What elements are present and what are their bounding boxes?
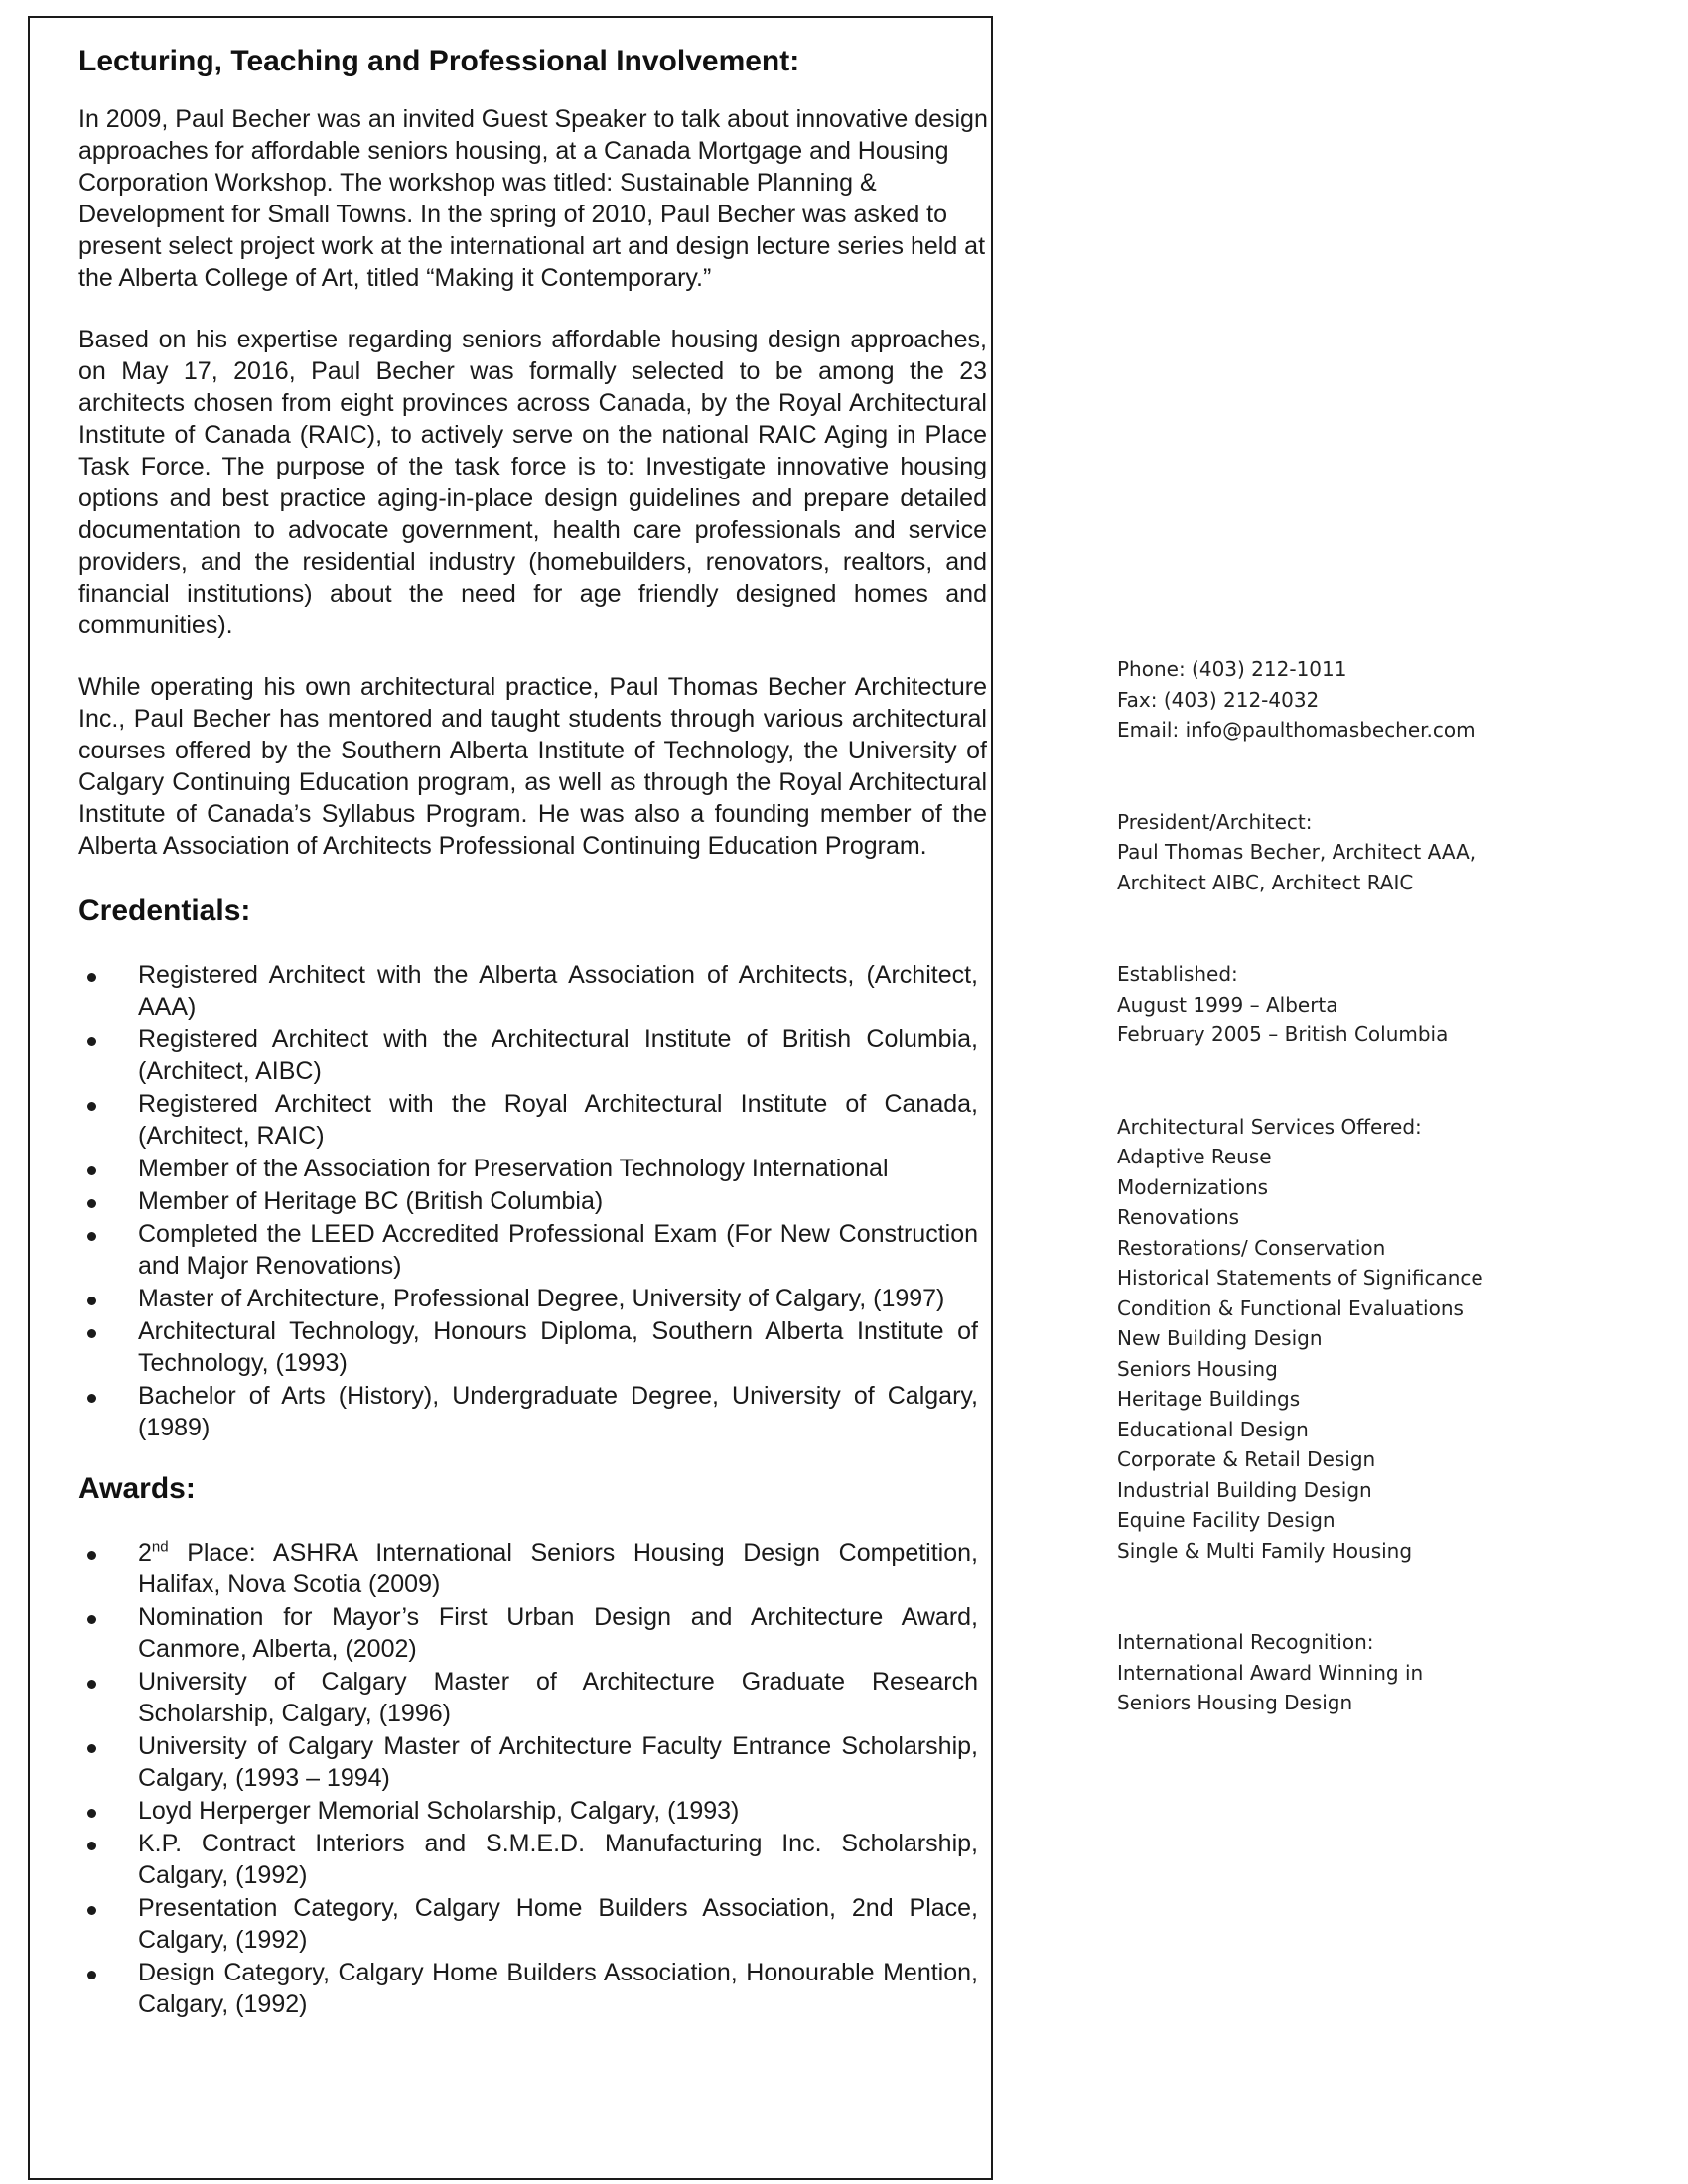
service-item: Industrial Building Design [1117, 1477, 1372, 1502]
lecturing-paragraph-3: While operating his own architectural practice, Paul Thomas Becher Architecture Inc., Paul Becher has mentored and taught students through various architectural courses offered by the Southern Alberta Institute of Technology, the University of Calgary Continuing Education program, as well as through the Royal Architectural Institute of Canada’s Syllabus Program. He was also a founding member of the Alberta Association of Architects Professional Continuing Education Program. [78, 673, 987, 860]
award-item [78, 1828, 978, 1891]
credential-text: Registered Architect with the Architectural Institute of British Columbia, (Architect, AIBC) [138, 1025, 978, 1085]
award-item [78, 1666, 978, 1729]
service-item: Historical Statements of Significance [1117, 1266, 1483, 1290]
credential-item [78, 1088, 978, 1152]
bullet-icon [87, 1971, 96, 1979]
recognition-info [1117, 1627, 1673, 1718]
award-item [78, 1795, 978, 1827]
service-item: Restorations/ Conservation [1117, 1235, 1386, 1260]
bullet-icon [87, 1615, 96, 1624]
credential-text: Member of the Association for Preservation Technology International [138, 1155, 889, 1182]
award-text: Nomination for Mayor’s First Urban Design and Architecture Award, Canmore, Alberta, (2002) [138, 1603, 978, 1663]
lecturing-heading: Lecturing, Teaching and Professional Involvement: [78, 45, 800, 77]
recognition-label: International Recognition: [1117, 1630, 1374, 1654]
award-item [78, 1892, 978, 1956]
awards-heading: Awards: [78, 1472, 196, 1505]
contact-info [1117, 654, 1673, 746]
fax-text: Fax: (403) 212-4032 [1117, 687, 1320, 712]
bullet-icon [87, 1102, 96, 1111]
credential-item [78, 1218, 978, 1282]
services-label: Architectural Services Offered: [1117, 1114, 1422, 1139]
main-content [78, 42, 988, 2021]
award-ordinal-suffix: nd [151, 1538, 169, 1556]
bullet-icon [87, 1297, 96, 1305]
services-info [1117, 1112, 1673, 1567]
sidebar [1117, 654, 1673, 1780]
credential-text: Completed the LEED Accredited Professional Exam (For New Construction and Major Renovations) [138, 1220, 978, 1280]
established-info [1117, 959, 1673, 1050]
bullet-icon [87, 973, 96, 982]
service-item: Adaptive Reuse [1117, 1145, 1272, 1168]
award-text: University of Calgary Master of Architecture Graduate Research Scholarship, Calgary, (1996) [138, 1668, 978, 1727]
credential-item [78, 1153, 978, 1184]
president-info [1117, 807, 1673, 898]
recognition-line-1: International Award Winning in [1117, 1660, 1424, 1685]
credential-text: Bachelor of Arts (History), Undergraduate Degree, University of Calgary, (1989) [138, 1382, 978, 1441]
bullet-icon [87, 1329, 96, 1338]
credential-text: Registered Architect with the Royal Architectural Institute of Canada, (Architect, RAIC) [138, 1090, 978, 1150]
bullet-icon [87, 1906, 96, 1915]
established-line-1: August 1999 – Alberta [1117, 992, 1338, 1017]
award-item [78, 1601, 978, 1665]
bullet-icon [87, 1199, 96, 1208]
service-item: Seniors Housing [1117, 1356, 1278, 1381]
service-item: Modernizations [1117, 1174, 1269, 1199]
service-item: Equine Facility Design [1117, 1508, 1336, 1532]
established-line-2: February 2005 – British Columbia [1117, 1023, 1449, 1046]
service-item: Single & Multi Family Housing [1117, 1538, 1413, 1563]
phone-text: Phone: (403) 212-1011 [1117, 657, 1347, 681]
award-text: Place: ASHRA International Seniors Housing Design Competition, Halifax, Nova Scotia (2009) [138, 1539, 978, 1598]
credentials-list [78, 959, 978, 1443]
bullet-icon [87, 1394, 96, 1403]
bullet-icon [87, 1232, 96, 1241]
award-text: K.P. Contract Interiors and S.M.E.D. Manufacturing Inc. Scholarship, Calgary, (1992) [138, 1830, 978, 1889]
credential-item [78, 1380, 978, 1443]
service-item: Renovations [1117, 1205, 1240, 1229]
president-label: President/Architect: [1117, 809, 1313, 834]
service-item: Corporate & Retail Design [1117, 1447, 1376, 1471]
award-item [78, 1730, 978, 1794]
credential-item [78, 1283, 978, 1314]
service-item: Educational Design [1117, 1417, 1309, 1441]
credential-item [78, 1315, 978, 1379]
main-content-box [28, 16, 993, 2180]
lecturing-paragraph-2: Based on his expertise regarding seniors affordable housing design approaches, on May 17, 2016, Paul Becher was formally selected to be among the 23 architects chosen from eight provinces across Canada, by the Royal Architectural Institute of Canada (RAIC), to actively serve on the national RAIC Aging in Place Task Force. The purpose of the task force is to: Investigate innovative housing options and best practice aging-in-place design guidelines and prepare detailed documentation to advocate government, health care professionals and service providers, and the residential industry (homebuilders, renovators, realtors, and financial institutions) about the need for age friendly designed homes and communities). [78, 326, 987, 639]
award-ordinal: 2 [138, 1539, 152, 1567]
credential-item [78, 959, 978, 1023]
award-item [78, 1957, 978, 2020]
recognition-line-2: Seniors Housing Design [1117, 1691, 1353, 1714]
credential-item [78, 1024, 978, 1087]
bullet-icon [87, 1166, 96, 1175]
award-text: Loyd Herperger Memorial Scholarship, Calgary, (1993) [138, 1797, 740, 1825]
president-line-1: Paul Thomas Becher, Architect AAA, [1117, 840, 1477, 864]
award-item [78, 1537, 978, 1600]
established-label: Established: [1117, 962, 1238, 986]
credentials-heading: Credentials: [78, 894, 251, 927]
bullet-icon [87, 1842, 96, 1850]
bullet-icon [87, 1680, 96, 1689]
award-text: University of Calgary Master of Architecture Faculty Entrance Scholarship, Calgary, (1993 – 1994) [138, 1732, 978, 1792]
bullet-icon [87, 1037, 96, 1046]
credential-text: Master of Architecture, Professional Degree, University of Calgary, (1997) [138, 1285, 945, 1312]
credential-text: Registered Architect with the Alberta Association of Architects, (Architect, AAA) [138, 961, 978, 1021]
credential-text: Architectural Technology, Honours Diploma, Southern Alberta Institute of Technology, (1993) [138, 1317, 978, 1377]
credential-text: Member of Heritage BC (British Columbia) [138, 1187, 604, 1215]
president-line-2: Architect AIBC, Architect RAIC [1117, 870, 1414, 894]
credential-item [78, 1185, 978, 1217]
award-text: Presentation Category, Calgary Home Builders Association, 2nd Place, Calgary, (1992) [138, 1894, 978, 1954]
bullet-icon [87, 1744, 96, 1753]
service-item: New Building Design [1117, 1326, 1323, 1350]
lecturing-paragraph-1: In 2009, Paul Becher was an invited Guest Speaker to talk about innovative design approaches for affordable seniors housing, at a Canada Mortgage and Housing Corporation Workshop. The workshop was titled: Sustainable Planning & Development for Small Towns. In the spring of 2010, Paul Becher was asked to present select project work at the international art and design lecture series held at the Alberta College of Art, titled “Making it Contemporary.” [78, 105, 988, 292]
awards-list [78, 1537, 978, 2020]
service-item: Condition & Functional Evaluations [1117, 1296, 1464, 1320]
bullet-icon [87, 1551, 96, 1560]
award-text: Design Category, Calgary Home Builders Association, Honourable Mention, Calgary, (1992) [138, 1959, 978, 2018]
email-text: Email: info@paulthomasbecher.com [1117, 718, 1476, 742]
service-item: Heritage Buildings [1117, 1387, 1301, 1411]
bullet-icon [87, 1809, 96, 1818]
